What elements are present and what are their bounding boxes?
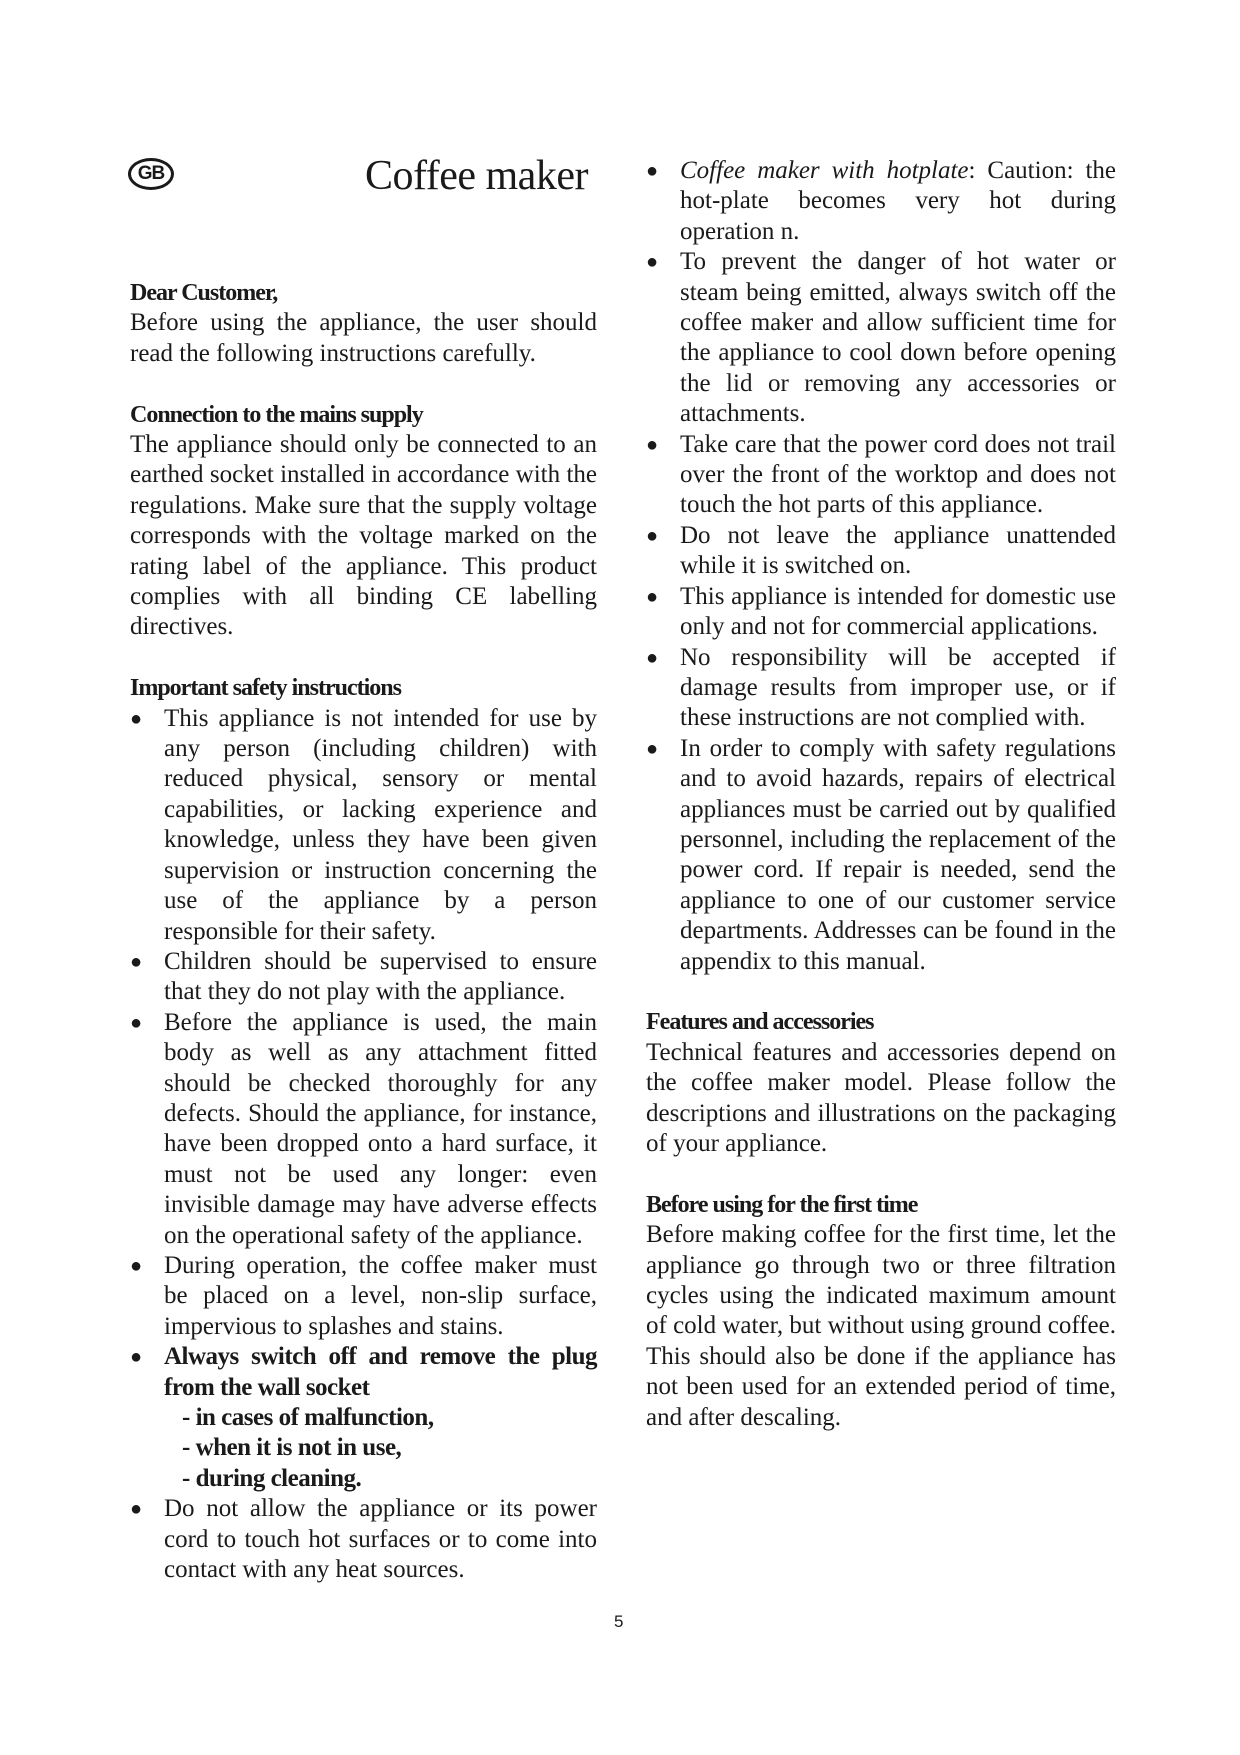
sub-item: - in cases of malfunction, <box>182 1404 434 1431</box>
list-item: ● Take care that the power cord does not trail over the front of the worktop and does not touch the hot parts of this appliance. <box>646 430 1116 519</box>
first-use-text: Before making coffee for the first time, let the appliance go through two or three filtration cycles using the indicated maximum amount of cold water, but without using ground coffee. This should also be done if the appliance has not been used for an extended period of time, and after descaling. <box>646 1221 1116 1431</box>
sub-item: - during cleaning. <box>182 1464 362 1492</box>
list-item: ● Coffee maker with hotplate: Caution: the hot-plate becomes very hot during operation n. <box>646 157 1116 245</box>
features-text: Technical features and accessories depend on the coffee maker model. Please follow the descriptions and illustrations on the packaging of your appliance. <box>646 1038 1116 1157</box>
bullet-icon: ● <box>130 1346 143 1369</box>
safety-heading: Important safety instructions <box>130 675 401 702</box>
bullet-icon: ● <box>646 160 659 182</box>
intro-heading: Dear Customer, <box>130 280 278 306</box>
intro-text: Before using the appliance, the user should read the following instructions carefully. <box>130 309 597 367</box>
left-column <box>130 278 597 1585</box>
list-item: ● During operation, the coffee maker must be placed on a level, non-slip surface, impervious to splashes and stains. <box>130 1251 597 1340</box>
list-item: ● Before the appliance is used, the main body as well as any attachment fitted should be checked thoroughly for any defects. Should the appliance, for instance, have been dropped onto a hard surface, it must not be used any longer: even invisible damage may have adverse effects on the operational safety of the appliance. <box>130 1008 597 1249</box>
page-title: Coffee maker <box>365 153 588 199</box>
list-item-unplug: ● Always switch off and remove the plug from the wall socket - in cases of malfunction, - when it is not in use, - during cleaning. <box>130 1342 597 1494</box>
list-item: ● This appliance is intended for domestic use only and not for commercial applications. <box>646 582 1116 641</box>
list-item: ● In order to comply with safety regulations and to avoid hazards, repairs of electrical appliances must be carried out by qualified personnel, including the replacement of the power cord. If repair is needed, send the appliance to one of our customer service departments. Addresses can be found in the appendix to this manual. <box>646 734 1116 975</box>
safety-list-continued <box>646 156 1116 977</box>
list-item: ● Do not leave the appliance unattended while it is switched on. <box>646 521 1116 580</box>
first-use-heading: Before using for the first time <box>646 1191 918 1218</box>
bullet-icon: ● <box>130 1011 143 1034</box>
bullet-icon: ● <box>130 1254 143 1277</box>
list-item: ● To prevent the danger of hot water or steam being emitted, always switch off the coffee maker and allow sufficient time for the appliance to cool down before opening the lid or removing any accessories or attachments. <box>646 248 1116 428</box>
connection-text: The appliance should only be connected to an earthed socket installed in accordance with the regulations. Make sure that the supply voltage corresponds with the voltage marked on the rating label of the appliance. This product complies with all binding CE labelling directives. <box>130 431 597 641</box>
features-heading: Features and accessories <box>646 1009 874 1036</box>
bullet-icon: ● <box>646 433 659 456</box>
list-item: ● No responsibility will be accepted if damage results from improper use, or if these instructions are not complied with. <box>646 643 1116 732</box>
bullet-icon: ● <box>646 646 659 669</box>
bullet-icon: ● <box>130 950 143 973</box>
list-item: ● This appliance is not intended for use by any person (including children) with reduced physical, sensory or mental capabilities, or lacking experience and knowledge, unless they have been given supervision or instruction concerning the use of the appliance by a person responsible for their safety. <box>130 704 597 945</box>
bullet-icon: ● <box>646 251 659 274</box>
page-number: 5 <box>614 1612 624 1631</box>
country-badge: GB <box>128 158 174 190</box>
safety-list <box>130 704 597 1586</box>
connection-heading: Connection to the mains supply <box>130 401 423 428</box>
sub-item: - when it is not in use, <box>182 1434 402 1462</box>
list-item: ● Children should be supervised to ensure that they do not play with the appliance. <box>130 947 597 1006</box>
right-column <box>646 156 1116 1433</box>
bullet-icon: ● <box>646 585 659 608</box>
bullet-icon: ● <box>646 524 659 547</box>
bullet-icon: ● <box>130 1498 143 1521</box>
bullet-icon: ● <box>130 707 143 730</box>
bullet-icon: ● <box>646 737 659 760</box>
list-item: ● Do not allow the appliance or its power cord to touch hot surfaces or to come into contact with any heat sources. <box>130 1495 597 1584</box>
